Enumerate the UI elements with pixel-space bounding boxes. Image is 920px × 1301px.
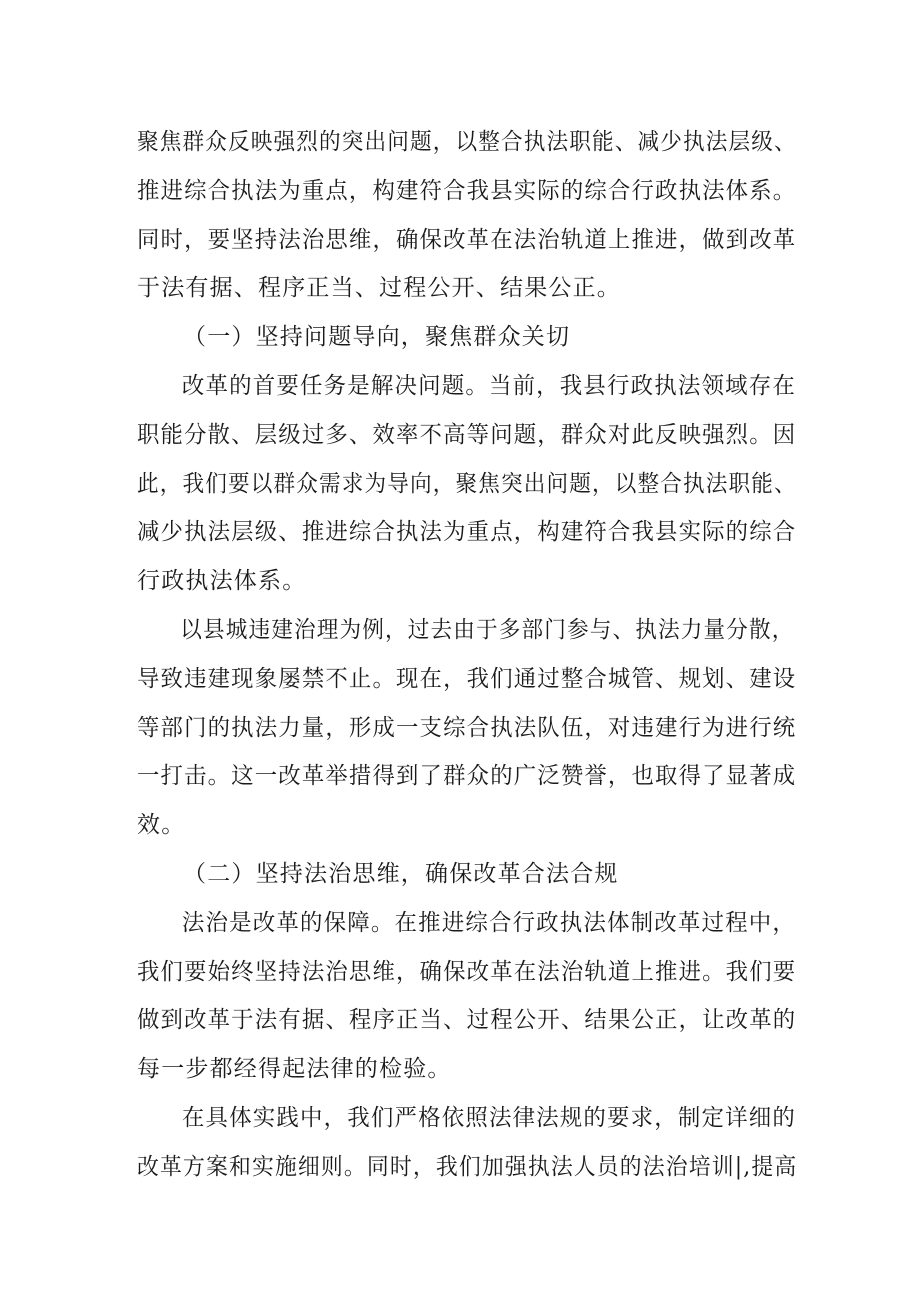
paragraph-start: 改革的首要任务是解决问题。当前，我县行政执法领域存在 [181, 372, 796, 399]
text-line: 导致违建现象屡禁不止。现在，我们通过整合城管、规划、建设 [137, 665, 797, 692]
text-line: 职能分散、层级过多、效率不高等问题，群众对此反映强烈。因 [137, 421, 797, 448]
text-line: 我们要始终坚持法治思维，确保改革在法治轨道上推进。我们要 [137, 958, 797, 985]
paragraph-start: 以县城违建治理为例，过去由于多部门参与、执法力量分散， [180, 616, 795, 643]
text-line: 改革方案和实施细则。同时，我们加强执法人员的法治培训|,提高 [137, 1153, 798, 1180]
text-line: 此，我们要以群众需求为导向，聚焦突出问题，以整合执法职能、 [137, 470, 797, 497]
text-line: 聚焦群众反映强烈的突出问题，以整合执法职能、减少执法层级、 [137, 129, 797, 155]
text-line: 效。 [137, 812, 186, 839]
text-line: 减少执法层级、推进综合执法为重点，构建符合我县实际的综合 [137, 519, 797, 546]
paragraph-start: 法治是改革的保障。在推进综合行政执法体制改革过程中， [181, 909, 796, 936]
text-line: 做到改革于法有据、程序正当、过程公开、结果公正，让改革的 [137, 1007, 797, 1034]
text-line: 同时，要坚持法治思维，确保改革在法治轨道上推进，做到改革 [137, 226, 797, 253]
paragraph-start: 在具体实践中，我们严格依照法律法规的要求，制定详细的 [181, 1104, 796, 1131]
text-line: 行政执法体系。 [137, 568, 307, 595]
document-body [137, 118, 797, 1192]
section-heading: （二）坚持法治思维，确保改革合法合规 [183, 860, 619, 887]
text-line: 等部门的执法力量，形成一支综合执法队伍，对违建行为进行统 [137, 714, 797, 741]
text-line: 推进综合执法为重点，构建符合我县实际的综合行政执法体系。 [137, 177, 797, 204]
text-line: 每一步都经得起法律的检验。 [137, 1056, 452, 1083]
text-line: 一打击。这一改革举措得到了群众的广泛赞誉，也取得了显著成 [137, 763, 797, 790]
text-line: 于法有据、程序正当、过程公开、结果公正。 [137, 275, 621, 302]
section-heading: （一）坚持问题导向，聚焦群众关切 [183, 324, 571, 351]
